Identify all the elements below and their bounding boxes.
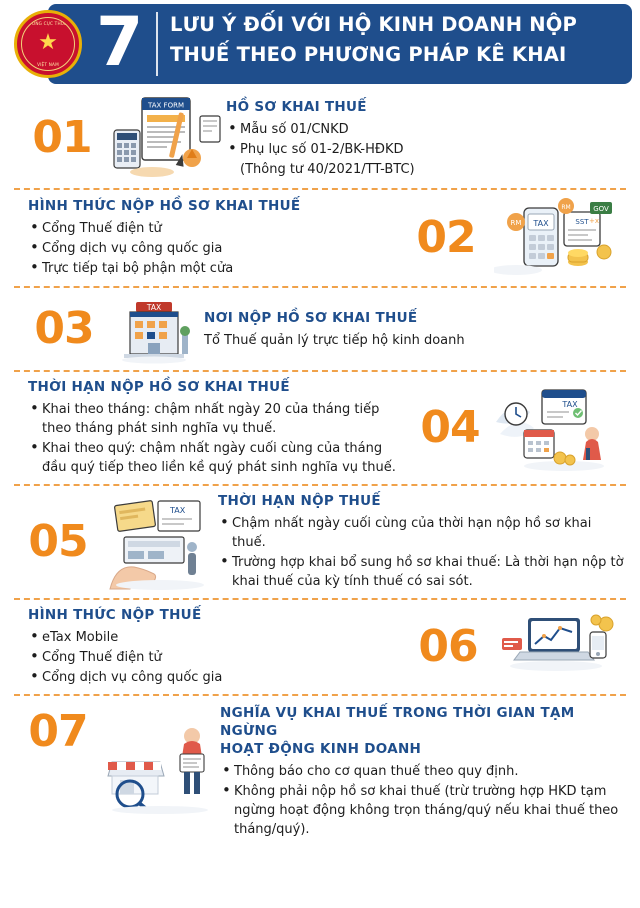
svg-text:RM: RM bbox=[510, 219, 522, 227]
section-07 bbox=[0, 696, 640, 846]
section-02-content bbox=[16, 197, 398, 279]
section-03-title: NƠI NỘP HỒ SƠ KHAI THUẾ bbox=[204, 309, 418, 326]
section-05 bbox=[0, 486, 640, 598]
svg-text:TAX: TAX bbox=[170, 506, 186, 515]
list-item: • Cổng dịch vụ công quốc gia bbox=[28, 239, 398, 258]
tax-payment-hand-icon bbox=[100, 493, 218, 591]
section-03 bbox=[0, 288, 640, 370]
section-06 bbox=[0, 600, 640, 694]
page-header bbox=[0, 0, 640, 88]
section-02-list bbox=[28, 219, 398, 278]
list-item: • Trường hợp khai bổ sung hồ sơ khai thuế: Là thời hạn nộp tờ khai thuế của kỳ tính thuế có sai sót. bbox=[218, 553, 624, 591]
section-06-list bbox=[28, 628, 402, 687]
section-01 bbox=[0, 88, 640, 188]
section-02-number: 02 bbox=[416, 212, 476, 263]
section-05-number: 05 bbox=[28, 516, 88, 567]
svg-text:+x: +x bbox=[588, 217, 600, 225]
page-title-line2: THUẾ THEO PHƯƠNG PHÁP KÊ KHAI bbox=[170, 43, 567, 66]
list-item: • Cổng dịch vụ công quốc gia bbox=[28, 668, 402, 687]
svg-text:RM: RM bbox=[561, 204, 571, 211]
calendar-clock-icon bbox=[494, 380, 614, 476]
section-03-content bbox=[204, 309, 624, 350]
section-04-list bbox=[28, 400, 406, 477]
svg-text:TAX: TAX bbox=[562, 400, 578, 409]
list-item: • Mẫu số 01/CNKD bbox=[226, 120, 624, 139]
list-item: • Cổng Thuế điện tử bbox=[28, 219, 398, 238]
section-06-title: HÌNH THỨC NỘP THUẾ bbox=[28, 607, 202, 623]
section-04 bbox=[0, 372, 640, 484]
list-item: • Cổng Thuế điện tử bbox=[28, 648, 402, 667]
emblem-top-text: TỔNG CỤC THUẾ bbox=[29, 21, 67, 26]
section-05-content bbox=[218, 492, 624, 592]
tax-department-emblem-icon bbox=[14, 10, 82, 78]
list-item: • Không phải nộp hồ sơ khai thuế (trừ trường hợp HKD tạm ngừng hoạt động không trọn tháng/quý nếu khai thuế theo tháng/quý). bbox=[220, 782, 624, 839]
list-item: • Thông báo cho cơ quan thuế theo quy định. bbox=[220, 762, 624, 781]
section-02-title: HÌNH THỨC NỘP HỒ SƠ KHAI THUẾ bbox=[28, 198, 301, 214]
list-item: • eTax Mobile bbox=[28, 628, 402, 647]
laptop-chart-icon bbox=[494, 608, 624, 686]
list-item: • Khai theo tháng: chậm nhất ngày 20 của tháng tiếp theo tháng phát sinh nghĩa vụ thuế. bbox=[28, 400, 406, 438]
section-07-list bbox=[220, 762, 624, 839]
list-item: • Khai theo quý: chậm nhất ngày cuối cùng của tháng đầu quý tiếp theo liền kề quý phát sinh nghĩa vụ thuế. bbox=[28, 439, 406, 477]
section-03-text: Tổ Thuế quản lý trực tiếp hộ kinh doanh bbox=[204, 332, 465, 348]
list-item: • Trực tiếp tại bộ phận một cửa bbox=[28, 259, 398, 278]
shop-closed-person-icon bbox=[100, 720, 220, 816]
section-05-list bbox=[218, 514, 624, 591]
section-07-content bbox=[220, 704, 624, 840]
section-04-number: 04 bbox=[420, 402, 480, 453]
header-divider bbox=[156, 12, 158, 76]
section-07-title bbox=[220, 704, 624, 758]
section-04-content bbox=[16, 378, 406, 478]
section-06-number: 06 bbox=[418, 621, 478, 672]
section-01-title: HỒ SƠ KHAI THUẾ bbox=[226, 98, 367, 115]
section-01-note: (Thông tư 40/2021/TT-BTC) bbox=[240, 161, 415, 177]
page-title bbox=[170, 10, 620, 70]
online-payment-icon bbox=[494, 196, 624, 280]
header-number: 7 bbox=[96, 3, 144, 82]
section-03-number: 03 bbox=[34, 303, 94, 354]
tax-office-building-icon bbox=[112, 294, 204, 364]
emblem-bottom-text: VIỆT NAM bbox=[37, 62, 59, 67]
section-01-list bbox=[226, 120, 624, 159]
section-04-title: THỜI HẠN NỘP HỒ SƠ KHAI THUẾ bbox=[28, 379, 290, 395]
tax-form-icon bbox=[108, 92, 226, 184]
star-icon: ★ bbox=[38, 30, 58, 56]
section-05-title: THỜI HẠN NỘP THUẾ bbox=[218, 493, 381, 509]
list-item: • Phụ lục số 01-2/BK-HĐKD bbox=[226, 140, 624, 159]
section-07-number: 07 bbox=[28, 706, 88, 757]
svg-text:TAX FORM: TAX FORM bbox=[148, 101, 184, 110]
svg-text:TAX: TAX bbox=[533, 219, 549, 228]
svg-text:TAX: TAX bbox=[146, 303, 162, 312]
svg-text:GOV: GOV bbox=[593, 205, 609, 213]
section-07-title-line1: NGHĨA VỤ KHAI THUẾ TRONG THỜI GIAN TẠM NGỪNG bbox=[220, 705, 575, 739]
list-item: • Chậm nhất ngày cuối cùng của thời hạn nộp hồ sơ khai thuế. bbox=[218, 514, 624, 552]
section-06-content bbox=[16, 606, 402, 688]
section-07-title-line2: HOẠT ĐỘNG KINH DOANH bbox=[220, 741, 422, 757]
section-01-content bbox=[226, 98, 624, 179]
svg-text:SST: SST bbox=[575, 218, 589, 226]
page-title-line1: LƯU Ý ĐỐI VỚI HỘ KINH DOANH NỘP bbox=[170, 13, 578, 36]
section-02 bbox=[0, 190, 640, 286]
section-01-number: 01 bbox=[32, 112, 92, 163]
